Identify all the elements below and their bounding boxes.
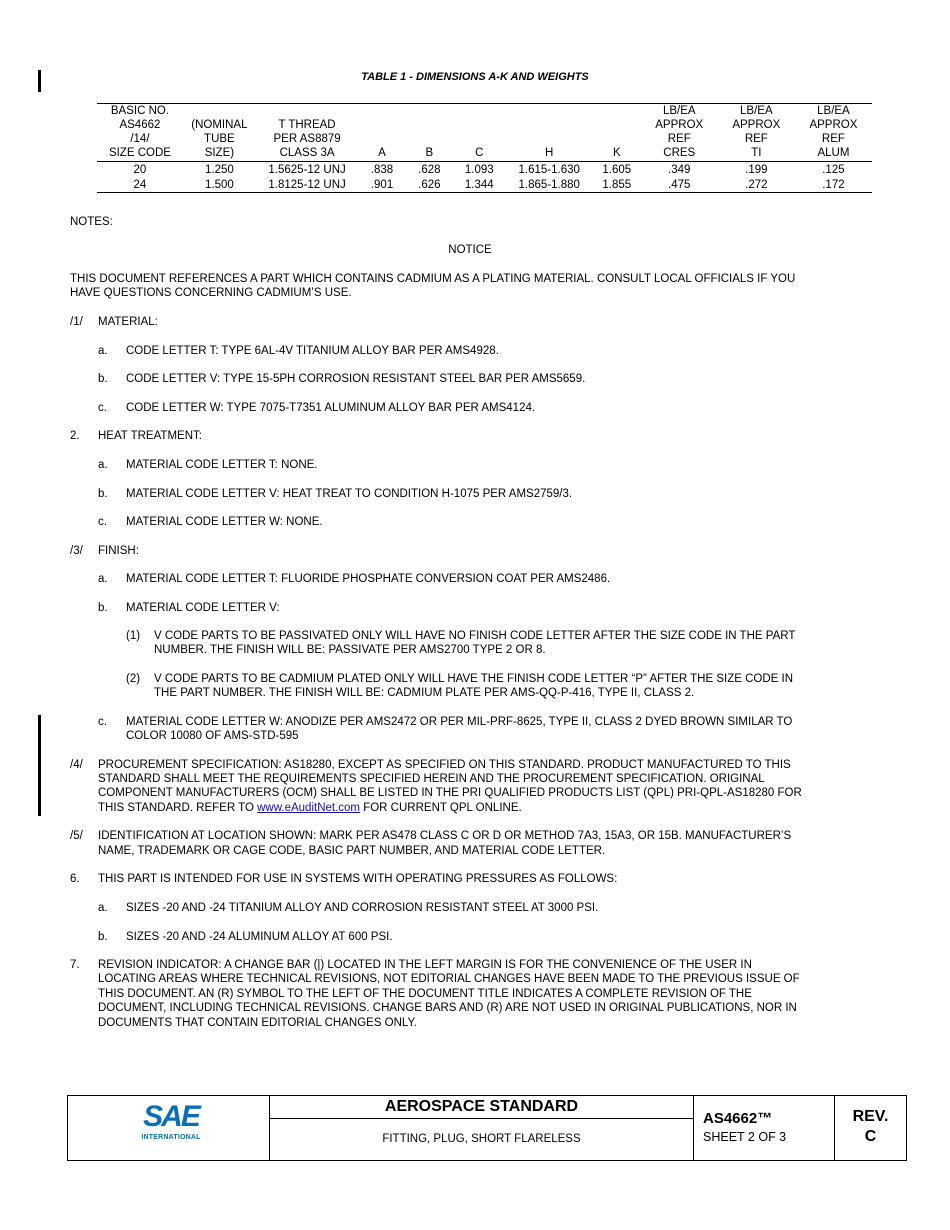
note-5-line-1: IDENTIFICATION AT LOCATION SHOWN: MARK PER AS478 CLASS C OR D OR METHOD 7A3, 15A3, OR 15B. MANUFACTURER’S xyxy=(98,830,792,842)
revision-value: C xyxy=(864,1128,877,1145)
table-row xyxy=(97,177,872,193)
note-4-line-4-start: THIS STANDARD. REFER TO xyxy=(98,802,258,814)
sheet-number: SHEET 2 OF 3 xyxy=(703,1130,787,1144)
table-cell: 1.5625-12 UNJ xyxy=(268,164,346,176)
note-3-label: /3/ xyxy=(70,545,83,557)
col-header-cres: LB/EA APPROX REF CRES xyxy=(641,104,718,162)
table-cell: .199 xyxy=(745,164,768,176)
note-3b2-label: (2) xyxy=(126,673,141,685)
note-7-line-4: DOCUMENT, INCLUDING TECHNICAL REVISIONS. CHANGE BARS AND (R) ARE NOT USED IN ORIGINAL PUBLICATIONS, NOR IN xyxy=(98,1002,797,1014)
note-7-label: 7. xyxy=(70,959,80,971)
table-cell: .475 xyxy=(641,177,718,193)
revision-cell xyxy=(835,1096,906,1160)
note-3-title: FINISH: xyxy=(98,545,139,557)
note-6b-label: b. xyxy=(98,931,108,943)
note-1a: CODE LETTER T: TYPE 6AL-4V TITANIUM ALLOY BAR PER AMS4928. xyxy=(126,345,499,357)
note-1-label: /1/ xyxy=(70,316,83,328)
note-3c-label: c. xyxy=(98,716,107,728)
doc-number: AS4662™ xyxy=(703,1110,773,1127)
note-1c: CODE LETTER W: TYPE 7075-T7351 ALUMINUM ALLOY BAR PER AMS4124. xyxy=(126,402,536,414)
note-5-label: /5/ xyxy=(70,830,83,842)
table-cell: 1.865-1.880 xyxy=(506,177,593,193)
note-3a-label: a. xyxy=(98,573,108,585)
note-7-line-3: THIS DOCUMENT. AN (R) SYMBOL TO THE LEFT OF THE DOCUMENT TITLE INDICATES A COMPLETE REVISION OF THE xyxy=(98,988,752,1000)
note-6a-label: a. xyxy=(98,902,108,914)
note-3a: MATERIAL CODE LETTER T: FLUORIDE PHOSPHATE CONVERSION COAT PER AMS2486. xyxy=(126,573,611,585)
note-1b-label: b. xyxy=(98,373,108,385)
col-header-c: C xyxy=(453,104,505,162)
note-2b: MATERIAL CODE LETTER V: HEAT TREAT TO CONDITION H-1075 PER AMS2759/3. xyxy=(126,488,573,500)
note-7-line-2: LOCATING AREAS WHERE TECHNICAL REVISIONS, NOT EDITORIAL CHANGES HAVE BEEN MADE TO THE PREVIOUS ISSUE OF xyxy=(98,973,800,985)
col-header-h: H xyxy=(506,104,593,162)
title-cell xyxy=(270,1096,694,1160)
table-cell: .172 xyxy=(795,177,872,193)
notes-heading: NOTES: xyxy=(70,216,113,228)
doc-number-cell xyxy=(694,1096,835,1160)
table-row xyxy=(97,162,872,178)
table-cell: 20 xyxy=(133,164,147,176)
note-2a-label: a. xyxy=(98,459,108,471)
table-title: TABLE 1 - DIMENSIONS A-K AND WEIGHTS xyxy=(361,71,589,83)
standard-title: AEROSPACE STANDARD xyxy=(270,1096,693,1119)
note-4-label: /4/ xyxy=(70,759,83,771)
table-cell: 1.344 xyxy=(453,177,505,193)
table-cell: .628 xyxy=(418,164,441,176)
note-3b2-line-2: THE PART NUMBER. THE FINISH WILL BE: CADMIUM PLATE PER AMS-QQ-P-416, TYPE II, CLASS 2. xyxy=(154,687,695,699)
note-3b2-line-1: V CODE PARTS TO BE CADMIUM PLATED ONLY WILL HAVE THE FINISH CODE LETTER “P” AFTER THE SIZE CODE IN xyxy=(154,673,794,685)
table-cell: 1.250 xyxy=(204,164,234,176)
table-cell: 1.500 xyxy=(183,177,256,193)
note-7-line-5: DOCUMENTS THAT CONTAIN EDITORIAL CHANGES ONLY. xyxy=(98,1017,417,1029)
sae-logo-subtext: INTERNATIONAL xyxy=(141,1134,201,1141)
table-cell: .626 xyxy=(406,177,453,193)
title-block xyxy=(67,1095,907,1161)
table-cell: 24 xyxy=(97,177,183,193)
note-3c-line-2: COLOR 10080 OF AMS-STD-595 xyxy=(126,730,299,742)
note-3b1-line-2: NUMBER. THE FINISH WILL BE: PASSIVATE PER AMS2700 TYPE 2 OR 8. xyxy=(154,644,546,656)
note-3b1-label: (1) xyxy=(126,630,141,642)
col-header-a: A xyxy=(358,104,405,162)
dimensions-table xyxy=(97,103,872,193)
notice-text-line-2: HAVE QUESTIONS CONCERNING CADMIUM’S USE. xyxy=(70,287,352,299)
table-cell: 1.615-1.630 xyxy=(518,164,580,176)
change-bar-notes xyxy=(38,715,41,816)
table-cell: 1.8125-12 UNJ xyxy=(256,177,358,193)
note-2-title: HEAT TREATMENT: xyxy=(98,430,202,442)
table-cell: 1.855 xyxy=(593,177,641,193)
note-1c-label: c. xyxy=(98,402,107,414)
note-4-line-2: STANDARD SHALL MEET THE REQUIREMENTS SPECIFIED HEREIN AND THE PROCUREMENT SPECIFICATION. ORIGINAL xyxy=(98,773,765,785)
col-header-k: K xyxy=(593,104,641,162)
note-7-line-1: REVISION INDICATOR: A CHANGE BAR (|) LOCATED IN THE LEFT MARGIN IS FOR THE CONVENIENCE OF THE USER IN xyxy=(98,959,752,971)
table-cell: .125 xyxy=(822,164,845,176)
note-6a: SIZES -20 AND -24 TITANIUM ALLOY AND CORROSION RESISTANT STEEL AT 3000 PSI. xyxy=(126,902,599,914)
note-2b-label: b. xyxy=(98,488,108,500)
note-4-line-3: COMPONENT MANUFACTURERS (OCM) SHALL BE LISTED IN THE PRI QUALIFIED PRODUCTS LIST (QPL) PRI-QPL-AS18280 FOR xyxy=(98,787,802,799)
note-6b: SIZES -20 AND -24 ALUMINUM ALLOY AT 600 PSI. xyxy=(126,931,393,943)
note-5-line-2: NAME, TRADEMARK OR CAGE CODE, BASIC PART NUMBER, AND MATERIAL CODE LETTER. xyxy=(98,845,606,857)
note-4-line-4 xyxy=(98,801,522,815)
note-1b: CODE LETTER V: TYPE 15-5PH CORROSION RESISTANT STEEL BAR PER AMS5659. xyxy=(126,373,586,385)
col-header-basic-no: BASIC NO. AS4662 /14/ SIZE CODE xyxy=(97,104,183,162)
eauditnet-link[interactable]: www.eAuditNet.com xyxy=(257,802,361,814)
table-cell: 1.093 xyxy=(464,164,494,176)
table-cell: 1.605 xyxy=(602,164,632,176)
notice-title: NOTICE xyxy=(448,244,492,256)
note-2a: MATERIAL CODE LETTER T: NONE. xyxy=(126,459,318,471)
col-header-ti: LB/EA APPROX REF TI xyxy=(718,104,795,162)
col-header-t-thread: T THREAD PER AS8879 CLASS 3A xyxy=(256,104,358,162)
table-cell: .838 xyxy=(370,164,394,176)
note-2-label: 2. xyxy=(70,430,80,442)
col-header-alum: LB/EA APPROX REF ALUM xyxy=(795,104,872,162)
col-header-b: B xyxy=(406,104,453,162)
table-cell: .901 xyxy=(358,177,405,193)
table-cell: .349 xyxy=(668,164,691,176)
sae-logo xyxy=(136,1101,206,1142)
note-2c: MATERIAL CODE LETTER W: NONE. xyxy=(126,516,323,528)
note-6-label: 6. xyxy=(70,873,80,885)
note-3b: MATERIAL CODE LETTER V: xyxy=(126,602,280,614)
table-cell: .272 xyxy=(718,177,795,193)
note-1a-label: a. xyxy=(98,345,108,357)
note-3b-label: b. xyxy=(98,602,108,614)
note-2c-label: c. xyxy=(98,516,107,528)
revision-label: REV. xyxy=(852,1108,889,1125)
note-3b1-line-1: V CODE PARTS TO BE PASSIVATED ONLY WILL HAVE NO FINISH CODE LETTER AFTER THE SIZE CODE IN THE PART xyxy=(154,630,796,642)
note-4-line-4-end: FOR CURRENT QPL ONLINE. xyxy=(360,802,522,814)
note-6-title: THIS PART IS INTENDED FOR USE IN SYSTEMS WITH OPERATING PRESSURES AS FOLLOWS: xyxy=(98,873,618,885)
logo-cell xyxy=(68,1096,270,1160)
notice-text-line-1: THIS DOCUMENT REFERENCES A PART WHICH CONTAINS CADMIUM AS A PLATING MATERIAL. CONSULT LOCAL OFFICIALS IF YOU xyxy=(70,273,796,285)
note-3c-line-1: MATERIAL CODE LETTER W: ANODIZE PER AMS2472 OR PER MIL-PRF-8625, TYPE II, CLASS 2 DYED BROWN SIMILAR TO xyxy=(126,716,793,728)
sae-logo-mark: SAE xyxy=(143,1100,199,1133)
note-4-line-1: PROCUREMENT SPECIFICATION: AS18280, EXCEPT AS SPECIFIED ON THIS STANDARD. PRODUCT MANUFACTURED TO THIS xyxy=(98,759,791,771)
part-title: FITTING, PLUG, SHORT FLARELESS xyxy=(382,1133,581,1145)
col-header-tube-size: (NOMINAL TUBE SIZE) xyxy=(183,104,256,162)
note-1-title: MATERIAL: xyxy=(98,316,158,328)
